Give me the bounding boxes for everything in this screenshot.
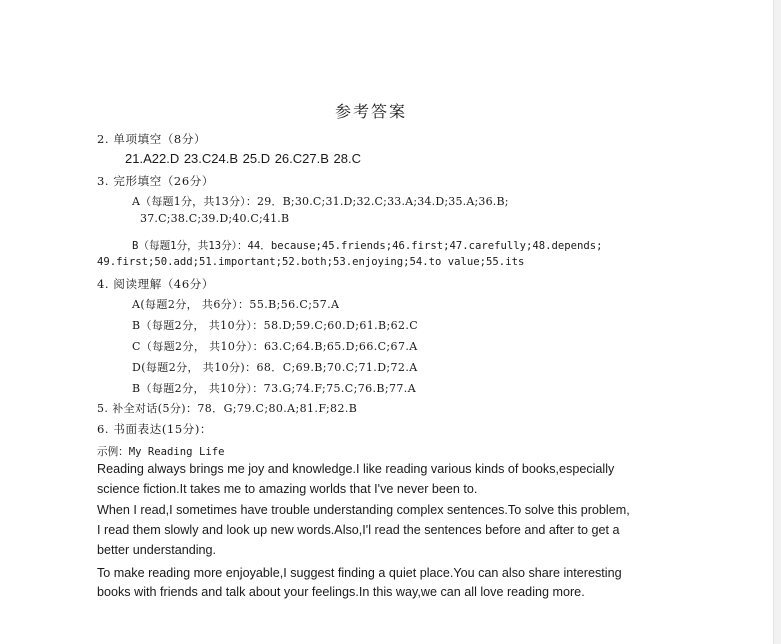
essay-p2-line3: better understanding. <box>97 543 217 557</box>
section-4-heading: 4. 阅读理解（46分） <box>97 277 214 291</box>
essay-p1-line2: science fiction.It takes me to amazing worlds that I've never been to. <box>97 482 478 496</box>
section-4-b: B（每题2分， 共10分）：58.D;59.C;60.D;61.B;62.C <box>132 319 419 332</box>
section-2-heading: 2. 单项填空（8分） <box>97 132 207 146</box>
section-3-heading: 3. 完形填空（26分） <box>97 174 214 188</box>
essay-p2-line2: I read them slowly and look up new words.Also,I'l read the sentences before and after to get a <box>97 523 620 537</box>
section-4-c: C（每题2分， 共10分）：63.C;64.B;65.D;66.C;67.A <box>132 340 418 353</box>
section-5-heading: 5. 补全对话(5分)：78．G;79.C;80.A;81.F;82.B <box>97 402 358 415</box>
essay-p3-line1: To make reading more enjoyable,I suggest finding a quiet place.You can also share interesting <box>97 566 622 580</box>
section-4-d: D(每题2分， 共10分)：68．C;69.B;70.C;71.D;72.A <box>132 361 418 374</box>
section-4-e: B（每题2分， 共10分）：73.G;74.F;75.C;76.B;77.A <box>132 382 417 395</box>
essay-p3-line2: books with friends and talk about your feelings.In this way,we can all love reading more. <box>97 585 585 599</box>
section-3-b-line2: 49.first;50.add;51.important;52.both;53.enjoying;54.to value;55.its <box>97 256 525 268</box>
essay-p1-line1: Reading always brings me joy and knowledge.I like reading various kinds of books,especially <box>97 462 615 476</box>
essay-p2-line1: When I read,I sometimes have trouble understanding complex sentences.To solve this problem, <box>97 503 630 517</box>
scrollbar-edge <box>773 0 781 644</box>
section-2-answers: 21.A22.D 23.C24.B 25.D 26.C27.B 28.C <box>125 151 361 166</box>
section-3-a-line1: A（每题1分，共13分）：29．B;30.C;31.D;32.C;33.A;34.D;35.A;36.B; <box>132 195 509 208</box>
essay-example-title: 示例：My Reading Life <box>97 446 225 458</box>
section-4-a: A(每题2分， 共6分）：55.B;56.C;57.A <box>132 298 340 311</box>
section-6-heading: 6. 书面表达(15分)： <box>97 422 213 436</box>
section-3-a-line2: 37.C;38.C;39.D;40.C;41.B <box>140 212 290 225</box>
page-title: 参考答案 <box>335 102 408 121</box>
section-3-b-line1: B（每题1分，共13分）：44．because;45.friends;46.first;47.carefully;48.depends; <box>132 240 603 252</box>
